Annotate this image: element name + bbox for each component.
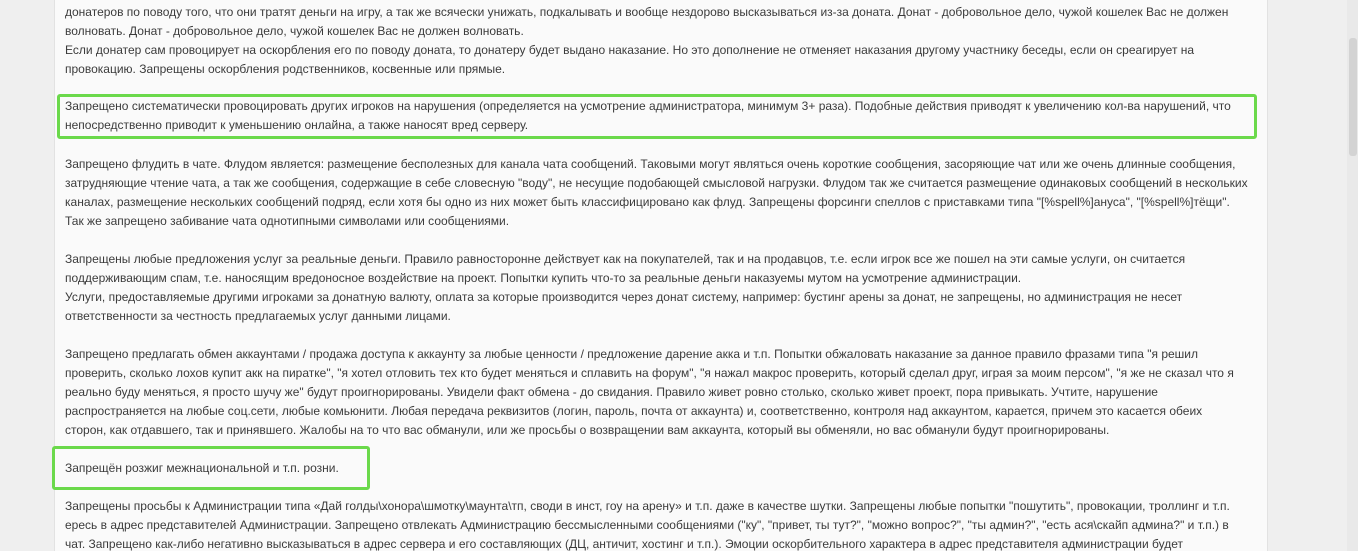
paragraph-line: провокацию. Запрещены оскорбления родственников, косвенные или прямые. xyxy=(65,62,506,76)
rule-paragraph-account-trade xyxy=(65,345,1250,440)
paragraph-line: каналах, размещение нескольких сообщений подряд, если хотя бы одно из них может быть классифицировано как флуд. Запрещены форсинги спеллов с приставками типа "[%spell%]ануса", "[%spell%]тёщи". xyxy=(65,195,1230,209)
paragraph-line: Запрещено систематически провоцировать других игроков на нарушения (определяется на усмотрение администратора, минимум 3+ раза). Подобные действия приводят к увеличению кол-ва нарушений, что xyxy=(65,99,1231,113)
paragraph-line: Запрещено флудить в чате. Флудом является: размещение бесполезных для канала чата сообщений. Таковыми могут являться очень короткие сообщения, засоряющие чат или же очень длинные сообщения, xyxy=(65,157,1236,171)
paragraph-line: Услуги, предоставляемые другими игроками за донатную валюту, оплата за которые производится через донат систему, например: бустинг арены за донат, не запрещены, но администрация не несет xyxy=(65,290,1183,304)
paragraph-line: Если донатер сам провоцирует на оскорбления его по поводу доната, то донатеру будет выдано наказание. Но это дополнение не отменяет наказания другому участнику беседы, если он среагирует на xyxy=(65,43,1195,57)
paragraph-line: затрудняющие чтение чата, а так же сообщения, содержащие в себе словесную "воду", не несущие подобающей смысловой нагрузки. Флудом так же считается размещение одинаковых сообщений в нескольких xyxy=(65,176,1248,190)
left-margin xyxy=(0,0,54,551)
paragraph-line: волновать. Донат - добровольное дело, чужой кошелек Вас не должен волновать. xyxy=(65,24,524,38)
scrollbar-thumb[interactable] xyxy=(1349,38,1357,156)
paragraph-line: Так же запрещено забивание чата однотипными символами или сообщениями. xyxy=(65,214,510,228)
rule-paragraph-admin-requests xyxy=(65,497,1250,551)
paragraph-line: Запрещено предлагать обмен аккаунтами / продажа доступа к аккаунту за любые ценности / предложение дарение акка и т.п. Попытки обжаловать наказание за данное правило фразами типа "я решил xyxy=(65,347,1199,361)
paragraph-line: ересь в адрес представителей Администрации. Запрещено отвлекать Администрацию бессмысленными сообщениями ("ку", "привет, ты тут?", "можно вопрос?", "ты админ?", "есть ася\скайп админа?" и т.п.) в xyxy=(65,518,1229,532)
paragraph-line: ответственности за честность предлагаемых услуг данными лицами. xyxy=(65,309,451,323)
paragraph-line: сторон, как отдавшего, так и принявшего. Жалобы на то что вас обманули, или же просьбы о возвращении вам аккаунта, который вы обменяли, но вас обманули будут проигнорированы. xyxy=(65,423,1110,437)
right-margin xyxy=(1268,0,1358,551)
rule-paragraph-real-money xyxy=(65,250,1250,326)
paragraph-line: Запрещены любые предложения услуг за реальные деньги. Правило равносторонне действует как на покупателей, так и на продавцов, т.е. если игрок все же пошел на эти самые услуги, он считается xyxy=(65,252,1186,266)
rule-paragraph-donate xyxy=(65,3,1250,79)
rule-paragraph-flood xyxy=(65,155,1250,231)
paragraph-line: непосредственно приводит к уменьшению онлайна, а также наносят вред серверу. xyxy=(65,118,529,132)
paragraph-line: чат. Запрещено как-либо негативно высказываться в адрес сервера и его составляющих (ДЦ, античит, хостинг и т.п.). Эмоции оскорбительного характера в адрес представителя администрации будет xyxy=(65,537,1183,551)
paragraph-line: донатеров по поводу того, что они тратят деньги на игру, а так же всячески унижать, подкалывать и вообще нездорово высказываться из-за доната. Донат - добровольное дело, чужой кошелек Вас не должен xyxy=(65,5,1229,19)
rule-paragraph-ethnic-hatred xyxy=(65,459,1250,478)
paragraph-line: распространяется на любые соц.сети, любые комьюнити. Любая передача реквизитов (логин, пароль, почта от аккаунта) и, соответственно, контроля над аккаунтом, карается, причем это касается обеих xyxy=(65,404,1203,418)
rule-paragraph-provocation xyxy=(65,97,1250,135)
paragraph-line: проверить, сколько лохов купит акк на пиратке", "я хотел отловить тех кто будет меняться и сплавить на форум", "я нажал макрос проверить, который сделал друг, играя за моим персом", "я же не сказал что я xyxy=(65,366,1234,380)
paragraph-line: Запрещён розжиг межнациональной и т.п. розни. xyxy=(65,461,339,475)
paragraph-line: поддерживающим спам, т.е. наносящим вредоносное воздействие на проект. Попытки купить что-то за реальные деньги наказуемы мутом на усмотрение администрации. xyxy=(65,271,1022,285)
paragraph-line: реально буду меняться, я просто шучу же" будут проигнорированы. Увидели факт обмена - до свидания. Правило живет ровно столько, сколько живет проект, пора привыкать. Учтите, нарушение xyxy=(65,385,1158,399)
paragraph-line: Запрещены просьбы к Администрации типа «Дай голды\хонора\шмотку\маунта\тп, своди в инст, гоу на арену» и т.п. даже в качестве шутки. Запрещены любые попытки "пошутить", провокации, троллинг и т.п. xyxy=(65,499,1230,513)
